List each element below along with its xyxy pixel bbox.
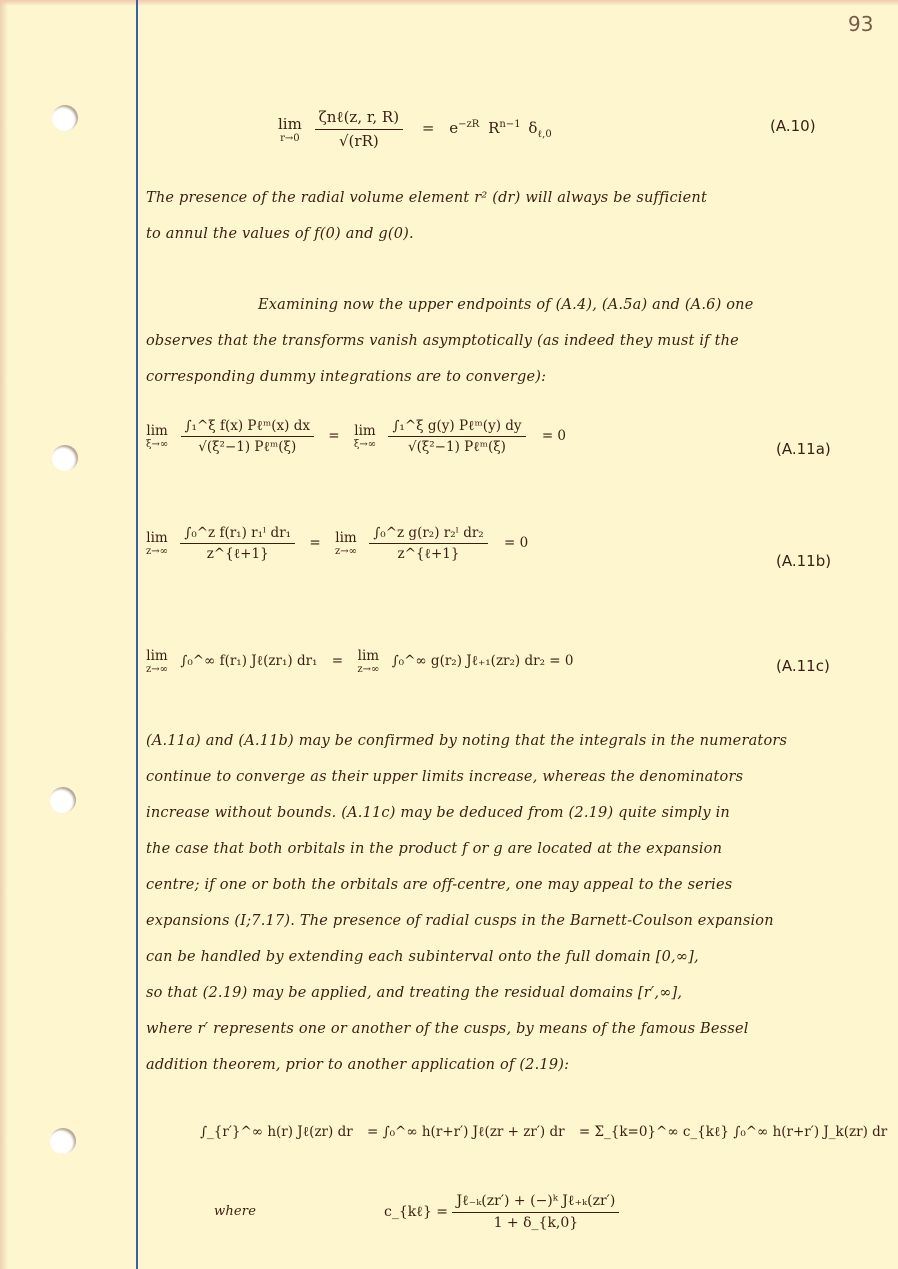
- fraction: $\frac{\text{∫₀\textasciicircum{}z f(r₁) r₁ˡ dr₁}}{\text{z\textasciicircum{}\{ℓ+1\}}}$: [180, 525, 295, 562]
- fraction: $\frac{\text{Jℓ₋ₖ(zr′) + (−)ᵏ Jℓ₊ₖ(zr′)}}{1 + \delta\_\{k,0\}}$: [452, 1193, 619, 1231]
- equation-a11a: lim ξ→∞ $\frac{\text{∫₁\textasciicircum{}ξ f(x) Pℓᵐ(x) dx}}{\text{√(ξ²−1) Pℓᵐ(ξ)}}$ = lim ξ→∞ $\frac{\text{∫₁\textasciicircum{}ξ g(y) Pℓᵐ(y) dy}}{\text{√(ξ²−1) Pℓᵐ(ξ)}}$ = 0: [146, 418, 567, 455]
- paragraph-line: observes that the transforms vanish asymptotically (as indeed they must if the: [146, 333, 739, 349]
- page-number: 93: [848, 12, 874, 36]
- equation-a11c: lim z→∞ ∫₀^∞ f(r₁) Jℓ(zr₁) dr₁ = lim z→∞ ∫₀^∞ g(r₂) Jℓ₊₁(zr₂) dr₂ = 0: [146, 648, 574, 675]
- limit-operator: lim z→∞: [146, 648, 168, 675]
- paragraph-line: where r′ represents one or another of the cusps, by means of the famous Bessel: [146, 1021, 749, 1037]
- paragraph-line: continue to converge as their upper limits increase, whereas the denominators: [146, 769, 744, 785]
- paragraph-line: so that (2.19) may be applied, and treating the residual domains [r′,∞],: [146, 985, 683, 1001]
- limit-operator: lim r→0: [278, 114, 302, 144]
- limit-operator: lim z→∞: [357, 648, 380, 675]
- page-top-edge: [0, 0, 898, 6]
- margin-line: [136, 0, 138, 1269]
- fraction: $\frac{\text{∫₁\textasciicircum{}ξ f(x) Pℓᵐ(x) dx}}{\text{√(ξ²−1) Pℓᵐ(ξ)}}$: [181, 418, 314, 455]
- equation-number: (A.11a): [776, 440, 831, 458]
- equation-a10: lim r→0 $\frac{\text{ζnℓ(z, r, R)}}{√(rR)}$ = $e^{-zR}$ $R^{n-1}$ $\delta_{\ell,0}$: [278, 108, 552, 150]
- punch-hole-icon: [50, 787, 76, 813]
- paragraph-line: increase without bounds. (A.11c) may be deduced from (2.19) quite simply in: [146, 805, 730, 821]
- limit-operator: lim z→∞: [146, 530, 168, 557]
- equation-ckl: c_{kℓ} = $\frac{\text{Jℓ₋ₖ(zr′) + (−)ᵏ Jℓ₊ₖ(zr′)}}{1 + \delta\_\{k,0\}}$: [384, 1193, 619, 1231]
- fraction: $\frac{\text{∫₀\textasciicircum{}z g(r₂) r₂ˡ dr₂}}{\text{z\textasciicircum{}\{ℓ+1\}}}$: [369, 525, 487, 562]
- punch-hole-icon: [50, 1128, 76, 1154]
- paragraph-line: Examining now the upper endpoints of (A.4), (A.5a) and (A.6) one: [258, 297, 754, 313]
- paragraph-line: addition theorem, prior to another application of (2.19):: [146, 1057, 570, 1073]
- paragraph-line: can be handled by extending each subinterval onto the full domain [0,∞],: [146, 949, 699, 965]
- fraction: $\frac{\text{ζnℓ(z, r, R)}}{√(rR)}$: [315, 108, 403, 150]
- equation-number: (A.10): [770, 117, 816, 135]
- paragraph-line: centre; if one or both the orbitals are off-centre, one may appeal to the series: [146, 877, 733, 893]
- limit-operator: lim ξ→∞: [353, 423, 377, 450]
- paragraph-line: to annul the values of f(0) and g(0).: [146, 226, 414, 242]
- paragraph-line: the case that both orbitals in the product f or g are located at the expansion: [146, 841, 723, 857]
- where-label: where: [214, 1204, 257, 1219]
- equation-number: (A.11c): [776, 657, 830, 675]
- limit-operator: lim z→∞: [334, 530, 357, 557]
- equation-bessel-addition: ∫_{r′}^∞ h(r) Jℓ(zr) dr = ∫₀^∞ h(r+r′) Jℓ(zr + zr′) dr = Σ_{k=0}^∞ c_{kℓ} ∫₀^∞ h(r+r′) J_k(zr) dr: [200, 1124, 888, 1140]
- paragraph-line: The presence of the radial volume element r² (dr) will always be sufficient: [146, 190, 707, 206]
- fraction: $\frac{\text{∫₁\textasciicircum{}ξ g(y) Pℓᵐ(y) dy}}{\text{√(ξ²−1) Pℓᵐ(ξ)}}$: [388, 418, 525, 455]
- paragraph-line: corresponding dummy integrations are to converge):: [146, 369, 547, 385]
- paragraph-line: expansions (I;7.17). The presence of radial cusps in the Barnett-Coulson expansion: [146, 913, 774, 929]
- limit-operator: lim ξ→∞: [146, 423, 169, 450]
- punch-hole-icon: [52, 105, 78, 131]
- equation-a11b: lim z→∞ $\frac{\text{∫₀\textasciicircum{}z f(r₁) r₁ˡ dr₁}}{\text{z\textasciicircum{}\{ℓ+1\}}}$ = lim z→∞ $\frac{\text{∫₀\textasciicircum{}z g(r₂) r₂ˡ dr₂}}{\text{z\textasciicircum{}\{ℓ+1\}}}$ = 0: [146, 525, 529, 562]
- punch-hole-icon: [52, 445, 78, 471]
- equation-number: (A.11b): [776, 552, 832, 570]
- paragraph-line: (A.11a) and (A.11b) may be confirmed by noting that the integrals in the numerators: [146, 733, 788, 749]
